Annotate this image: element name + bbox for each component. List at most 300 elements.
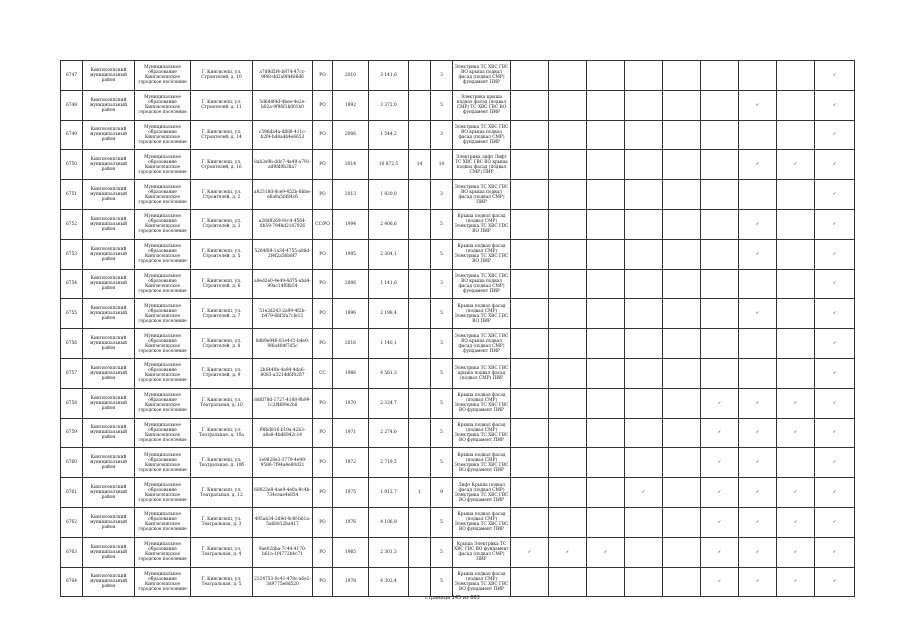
check-mark-icon: ✓ xyxy=(793,519,798,525)
check-cell-6 xyxy=(701,269,739,299)
row-number: 6763 xyxy=(61,537,83,567)
check-cell-3 xyxy=(587,507,625,537)
municipality-cell: Муниципальное образование Кингисеппское городское поселение xyxy=(135,299,191,329)
check-mark-icon: ✓ xyxy=(793,549,798,555)
check-cell-5 xyxy=(663,269,701,299)
count1-cell xyxy=(409,239,431,269)
count1-cell xyxy=(409,299,431,329)
guid-cell: 8d6f78d-1727-4188-9b99-1c2f4f89e2b8 xyxy=(253,388,313,418)
floors-cell: 3 xyxy=(431,329,453,359)
area-cell: 2 304,1 xyxy=(369,239,409,269)
works-list-cell: Электрика ТС ХВС ГВС ВО крыша подвал фасад (подвал СМР) фундамент ПИР xyxy=(453,61,511,91)
municipality-cell: Муниципальное образование Кингисеппское городское поселение xyxy=(135,329,191,359)
check-cell-9 xyxy=(815,507,855,537)
check-mark-icon: ✓ xyxy=(755,311,760,317)
floors-cell: 3 xyxy=(431,61,453,91)
check-mark-icon: ✓ xyxy=(527,549,532,555)
check-cell-6 xyxy=(701,239,739,269)
address-cell: Г. Кингисепп, ул. Театральная, д. 4 xyxy=(191,537,253,567)
check-cell-8 xyxy=(777,120,815,150)
check-cell-7 xyxy=(739,150,777,180)
check-cell-2 xyxy=(549,567,587,597)
year-cell: 1970 xyxy=(333,388,369,418)
wall-material-cell: РО xyxy=(313,478,333,508)
count1-cell xyxy=(409,567,431,597)
check-cell-2 xyxy=(549,269,587,299)
table-row xyxy=(61,61,855,91)
check-cell-7 xyxy=(739,537,777,567)
check-mark-icon: ✓ xyxy=(755,519,760,525)
check-mark-icon: ✓ xyxy=(793,579,798,585)
district-cell: Кингисеппский муниципальный район xyxy=(83,388,135,418)
municipality-cell: Муниципальное образование Кингисеппское городское поселение xyxy=(135,269,191,299)
check-mark-icon: ✓ xyxy=(755,400,760,406)
check-cell-8 xyxy=(777,209,815,239)
check-mark-icon: ✓ xyxy=(832,430,837,436)
page-footer: страница 145 из 663 xyxy=(425,595,480,601)
year-cell: 1965 xyxy=(333,537,369,567)
check-mark-icon: ✓ xyxy=(717,579,722,585)
check-cell-4 xyxy=(625,448,663,478)
check-cell-2 xyxy=(549,448,587,478)
check-cell-9 xyxy=(815,269,855,299)
district-cell: Кингисеппский муниципальный район xyxy=(83,90,135,120)
table-row xyxy=(61,388,855,418)
check-cell-6 xyxy=(701,120,739,150)
guid-cell: 68822e8-4ae9-4e0a-9c4b-734ceae4e854 xyxy=(253,478,313,508)
floors-cell: 5 xyxy=(431,567,453,597)
check-mark-icon: ✓ xyxy=(793,400,798,406)
check-cell-8 xyxy=(777,388,815,418)
district-cell: Кингисеппский муниципальный район xyxy=(83,120,135,150)
year-cell: 1975 xyxy=(333,478,369,508)
check-cell-8 xyxy=(777,239,815,269)
row-number: 6764 xyxy=(61,567,83,597)
municipality-cell: Муниципальное образование Кингисеппское городское поселение xyxy=(135,239,191,269)
address-cell: Г. Кингисепп, ул. Строителей, д. 3 xyxy=(191,209,253,239)
check-mark-icon: ✓ xyxy=(717,490,722,496)
check-cell-2 xyxy=(549,537,587,567)
check-cell-9 xyxy=(815,388,855,418)
area-cell: 2 198,4 xyxy=(369,299,409,329)
check-mark-icon: ✓ xyxy=(832,460,837,466)
check-cell-5 xyxy=(663,239,701,269)
wall-material-cell: РО xyxy=(313,150,333,180)
district-cell: Кингисеппский муниципальный район xyxy=(83,150,135,180)
check-cell-3 xyxy=(587,448,625,478)
check-cell-1 xyxy=(511,209,549,239)
check-cell-8 xyxy=(777,180,815,210)
check-cell-5 xyxy=(663,478,701,508)
works-list-cell: Крыша подвал фасад (подвал СМР) Электрика ТС ХВС ГВС ВО ПИР xyxy=(453,239,511,269)
district-cell: Кингисеппский муниципальный район xyxy=(83,61,135,91)
municipality-cell: Муниципальное образование Кингисеппское городское поселение xyxy=(135,567,191,597)
guid-cell: 2b6440b-4a94-4da6-8083-a3214d6f0287 xyxy=(253,358,313,388)
area-cell: 1 141,6 xyxy=(369,269,409,299)
check-mark-icon: ✓ xyxy=(755,251,760,257)
guid-cell: 9ae02dba-7c44-4170-b61a-1f4772b4c71 xyxy=(253,537,313,567)
area-cell: 1 920,0 xyxy=(369,180,409,210)
check-cell-5 xyxy=(663,418,701,448)
count1-cell xyxy=(409,269,431,299)
check-mark-icon: ✓ xyxy=(832,251,837,257)
check-mark-icon: ✓ xyxy=(717,549,722,555)
check-cell-6 xyxy=(701,418,739,448)
year-cell: 2016 xyxy=(333,329,369,359)
check-mark-icon: ✓ xyxy=(832,192,837,198)
check-cell-1 xyxy=(511,388,549,418)
municipality-cell: Муниципальное образование Кингисеппское городское поселение xyxy=(135,358,191,388)
municipality-cell: Муниципальное образование Кингисеппское городское поселение xyxy=(135,90,191,120)
check-cell-6 xyxy=(701,209,739,239)
check-cell-3 xyxy=(587,537,625,567)
year-cell: 1994 xyxy=(333,209,369,239)
check-cell-2 xyxy=(549,358,587,388)
check-mark-icon: ✓ xyxy=(832,549,837,555)
check-cell-1 xyxy=(511,299,549,329)
table-row xyxy=(61,150,855,180)
year-cell: 1996 xyxy=(333,299,369,329)
floors-cell: 5 xyxy=(431,358,453,388)
check-cell-1 xyxy=(511,329,549,359)
check-cell-2 xyxy=(549,120,587,150)
check-cell-4 xyxy=(625,90,663,120)
check-mark-icon: ✓ xyxy=(755,579,760,585)
check-cell-1 xyxy=(511,269,549,299)
check-mark-icon: ✓ xyxy=(832,400,837,406)
check-cell-1 xyxy=(511,358,549,388)
check-cell-3 xyxy=(587,61,625,91)
area-cell: 10 872,5 xyxy=(369,150,409,180)
table-row xyxy=(61,478,855,508)
check-cell-3 xyxy=(587,90,625,120)
check-cell-5 xyxy=(663,448,701,478)
guid-cell: 5264f89-1a34-4755-a88d-2f4f2a56b8f7 xyxy=(253,239,313,269)
works-list-cell: Крыша подвал фасад (подвал СМР) Электрика ТС ХВС ГВС ВО фундамент ПИР xyxy=(453,388,511,418)
check-cell-3 xyxy=(587,120,625,150)
count1-cell xyxy=(409,180,431,210)
area-cell: 1 544,2 xyxy=(369,120,409,150)
check-cell-4 xyxy=(625,120,663,150)
area-cell: 2 406,6 xyxy=(369,209,409,239)
guid-cell: 51e2d243-2a99-4f2b-b479-6fd5fa7cfe13 xyxy=(253,299,313,329)
check-cell-3 xyxy=(587,329,625,359)
row-number: 6752 xyxy=(61,209,83,239)
check-cell-8 xyxy=(777,299,815,329)
check-cell-6 xyxy=(701,507,739,537)
table-row xyxy=(61,358,855,388)
table-row xyxy=(61,120,855,150)
row-number: 6761 xyxy=(61,478,83,508)
register-sheet xyxy=(60,60,854,592)
check-cell-5 xyxy=(663,61,701,91)
count1-cell xyxy=(409,418,431,448)
year-cell: 2014 xyxy=(333,150,369,180)
check-cell-3 xyxy=(587,180,625,210)
row-number: 6757 xyxy=(61,358,83,388)
district-cell: Кингисеппский муниципальный район xyxy=(83,507,135,537)
table-row xyxy=(61,269,855,299)
district-cell: Кингисеппский муниципальный район xyxy=(83,180,135,210)
municipality-cell: Муниципальное образование Кингисеппское городское поселение xyxy=(135,418,191,448)
address-cell: Г. Кингисепп, ул. Театральная, д. 12 xyxy=(191,478,253,508)
housing-register-table xyxy=(60,60,855,597)
row-number: 6762 xyxy=(61,507,83,537)
district-cell: Кингисеппский муниципальный район xyxy=(83,418,135,448)
floors-cell: 5 xyxy=(431,239,453,269)
check-mark-icon: ✓ xyxy=(793,430,798,436)
check-mark-icon: ✓ xyxy=(832,370,837,376)
wall-material-cell: СС/РО xyxy=(313,209,333,239)
year-cell: 1976 xyxy=(333,507,369,537)
check-cell-6 xyxy=(701,567,739,597)
municipality-cell: Муниципальное образование Кингисеппское городское поселение xyxy=(135,61,191,91)
check-cell-4 xyxy=(625,507,663,537)
check-mark-icon: ✓ xyxy=(832,72,837,78)
floors-cell: 5 xyxy=(431,448,453,478)
address-cell: Г. Кингисепп, ул. Строителей, д. 6 xyxy=(191,269,253,299)
check-cell-8 xyxy=(777,329,815,359)
floors-cell: 3 xyxy=(431,120,453,150)
district-cell: Кингисеппский муниципальный район xyxy=(83,478,135,508)
check-cell-3 xyxy=(587,567,625,597)
wall-material-cell: СС xyxy=(313,358,333,388)
year-cell: 1971 xyxy=(333,418,369,448)
check-cell-4 xyxy=(625,567,663,597)
check-cell-8 xyxy=(777,90,815,120)
check-cell-5 xyxy=(663,507,701,537)
table-row xyxy=(61,448,855,478)
check-mark-icon: ✓ xyxy=(755,102,760,108)
district-cell: Кингисеппский муниципальный район xyxy=(83,329,135,359)
check-cell-9 xyxy=(815,448,855,478)
wall-material-cell: РО xyxy=(313,180,333,210)
check-cell-2 xyxy=(549,507,587,537)
count1-cell xyxy=(409,507,431,537)
check-cell-9 xyxy=(815,150,855,180)
count1-cell: 1 xyxy=(409,478,431,508)
table-body xyxy=(61,61,855,597)
year-cell: 2010 xyxy=(333,61,369,91)
check-cell-2 xyxy=(549,329,587,359)
check-cell-9 xyxy=(815,120,855,150)
check-cell-2 xyxy=(549,209,587,239)
municipality-cell: Муниципальное образование Кингисеппское городское поселение xyxy=(135,537,191,567)
address-cell: Г. Кингисепп, ул. Строителей, д. 16 xyxy=(191,150,253,180)
check-cell-8 xyxy=(777,448,815,478)
guid-cell: f9f6d816-b19a-42b3-a8a8-4bd6942c14 xyxy=(253,418,313,448)
area-cell: 1 140,1 xyxy=(369,329,409,359)
check-cell-4 xyxy=(625,180,663,210)
works-list-cell: Крыша подвал фасад (подвал СМР) Электрика ТС ХВС ГВС ВО фундамент ПИР xyxy=(453,567,511,597)
address-cell: Г. Кингисепп, ул. Строителей, д. 8 xyxy=(191,329,253,359)
check-cell-5 xyxy=(663,150,701,180)
floors-cell: 5 xyxy=(431,90,453,120)
row-number: 6750 xyxy=(61,150,83,180)
wall-material-cell: РО xyxy=(313,507,333,537)
check-cell-7 xyxy=(739,239,777,269)
wall-material-cell: РО xyxy=(313,120,333,150)
wall-material-cell: РО xyxy=(313,537,333,567)
check-cell-2 xyxy=(549,418,587,448)
year-cell: 2013 xyxy=(333,180,369,210)
municipality-cell: Муниципальное образование Кингисеппское городское поселение xyxy=(135,180,191,210)
row-number: 6747 xyxy=(61,61,83,91)
year-cell: 1972 xyxy=(333,448,369,478)
area-cell: 3 141,6 xyxy=(369,61,409,91)
check-cell-7 xyxy=(739,418,777,448)
check-mark-icon: ✓ xyxy=(755,221,760,227)
floors-cell: 10 xyxy=(431,150,453,180)
district-cell: Кингисеппский муниципальный район xyxy=(83,358,135,388)
check-cell-7 xyxy=(739,120,777,150)
check-mark-icon: ✓ xyxy=(755,549,760,555)
row-number: 6749 xyxy=(61,120,83,150)
check-cell-5 xyxy=(663,180,701,210)
area-cell: 2 274,6 xyxy=(369,418,409,448)
year-cell: 1995 xyxy=(333,239,369,269)
check-mark-icon: ✓ xyxy=(755,162,760,168)
municipality-cell: Муниципальное образование Кингисеппское городское поселение xyxy=(135,150,191,180)
check-cell-5 xyxy=(663,209,701,239)
check-cell-1 xyxy=(511,448,549,478)
check-cell-6 xyxy=(701,448,739,478)
check-mark-icon: ✓ xyxy=(832,221,837,227)
check-cell-8 xyxy=(777,61,815,91)
municipality-cell: Муниципальное образование Кингисеппское городское поселение xyxy=(135,478,191,508)
count1-cell xyxy=(409,358,431,388)
check-cell-5 xyxy=(663,299,701,329)
check-cell-6 xyxy=(701,299,739,329)
count1-cell xyxy=(409,209,431,239)
floors-cell: 5 xyxy=(431,209,453,239)
check-cell-2 xyxy=(549,388,587,418)
check-cell-6 xyxy=(701,61,739,91)
works-list-cell: Электрика ТС ХВС ГВС ВО крыша подвал фасад (подвал СМР) фундамент ПИР xyxy=(453,329,511,359)
year-cell: 1992 xyxy=(333,90,369,120)
check-cell-3 xyxy=(587,239,625,269)
row-number: 6754 xyxy=(61,269,83,299)
check-cell-1 xyxy=(511,150,549,180)
guid-cell: a28d8269-9cc4-4564-8b59-7948d2147926 xyxy=(253,209,313,239)
check-cell-6 xyxy=(701,537,739,567)
count1-cell: 14 xyxy=(409,150,431,180)
wall-material-cell: РО xyxy=(313,388,333,418)
year-cell: 1978 xyxy=(333,567,369,597)
check-cell-5 xyxy=(663,567,701,597)
check-cell-7 xyxy=(739,567,777,597)
row-number: 6758 xyxy=(61,388,83,418)
address-cell: Г. Кингисепп, ул. Строителей, д. 10 xyxy=(191,61,253,91)
check-cell-5 xyxy=(663,388,701,418)
works-list-cell: Крыша Электрика ТС ХВС ГВС ВО фундамент фасад (подвал СМР) ПИР xyxy=(453,537,511,567)
works-list-cell: Крыша подвал фасад (подвал СМР) Электрика ТС ХВС ГВС ВО фундамент ПИР xyxy=(453,507,511,537)
check-cell-3 xyxy=(587,478,625,508)
area-cell: 1 912,7 xyxy=(369,478,409,508)
row-number: 6753 xyxy=(61,239,83,269)
district-cell: Кингисеппский муниципальный район xyxy=(83,537,135,567)
check-cell-6 xyxy=(701,388,739,418)
check-cell-4 xyxy=(625,299,663,329)
check-mark-icon: ✓ xyxy=(832,341,837,347)
district-cell: Кингисеппский муниципальный район xyxy=(83,269,135,299)
check-cell-9 xyxy=(815,299,855,329)
floors-cell: 3 xyxy=(431,180,453,210)
check-cell-2 xyxy=(549,90,587,120)
district-cell: Кингисеппский муниципальный район xyxy=(83,239,135,269)
guid-cell: a82318d-8ce9-452b-8bbe-e6a9a56f84c6 xyxy=(253,180,313,210)
check-cell-1 xyxy=(511,90,549,120)
municipality-cell: Муниципальное образование Кингисеппское городское поселение xyxy=(135,448,191,478)
area-cell: 2 719,5 xyxy=(369,448,409,478)
check-cell-3 xyxy=(587,299,625,329)
check-cell-1 xyxy=(511,507,549,537)
check-cell-2 xyxy=(549,239,587,269)
works-list-cell: Электрика крыша подвал фасад (подвал СМР) ТС ХВС ГВС ВО фундамент ПИР xyxy=(453,90,511,120)
wall-material-cell: РО xyxy=(313,329,333,359)
year-cell: 1986 xyxy=(333,358,369,388)
count1-cell xyxy=(409,90,431,120)
check-cell-4 xyxy=(625,358,663,388)
works-list-cell: Электрика ТС ХВС ГВС ВО крыша подвал фасад (подвал СМР) ПИР xyxy=(453,180,511,210)
check-cell-1 xyxy=(511,120,549,150)
check-cell-5 xyxy=(663,329,701,359)
wall-material-cell: РО xyxy=(313,269,333,299)
check-cell-5 xyxy=(663,537,701,567)
row-number: 6756 xyxy=(61,329,83,359)
table-row xyxy=(61,418,855,448)
wall-material-cell: РО xyxy=(313,418,333,448)
table-row xyxy=(61,90,855,120)
check-cell-6 xyxy=(701,329,739,359)
check-cell-8 xyxy=(777,567,815,597)
count1-cell xyxy=(409,61,431,91)
check-mark-icon: ✓ xyxy=(832,281,837,287)
check-cell-4 xyxy=(625,418,663,448)
count1-cell xyxy=(409,448,431,478)
check-mark-icon: ✓ xyxy=(832,162,837,168)
table-row xyxy=(61,329,855,359)
check-cell-1 xyxy=(511,567,549,597)
address-cell: Г. Кингисепп, ул. Строителей, д. 2 xyxy=(191,180,253,210)
guid-cell: 1e9828e3-3779-4e99-9586-7f94a4e80d31 xyxy=(253,448,313,478)
check-cell-8 xyxy=(777,507,815,537)
check-mark-icon: ✓ xyxy=(755,490,760,496)
works-list-cell: Электрика лифт Лифт ТС ХВС ГВС ВО крыша подвал фасад (подвал СМР) ПИР xyxy=(453,150,511,180)
table-row xyxy=(61,180,855,210)
check-mark-icon: ✓ xyxy=(832,102,837,108)
floors-cell: 3 xyxy=(431,269,453,299)
table-row xyxy=(61,299,855,329)
check-cell-9 xyxy=(815,329,855,359)
guid-cell: 5d6d4f4d-4bee-4e2e-b82a-9f96f1bd01b0 xyxy=(253,90,313,120)
check-cell-1 xyxy=(511,239,549,269)
check-cell-6 xyxy=(701,358,739,388)
floors-cell: 5 xyxy=(431,299,453,329)
row-number: 6751 xyxy=(61,180,83,210)
check-cell-9 xyxy=(815,209,855,239)
check-mark-icon: ✓ xyxy=(793,162,798,168)
check-cell-2 xyxy=(549,150,587,180)
wall-material-cell: РО xyxy=(313,239,333,269)
check-mark-icon: ✓ xyxy=(832,519,837,525)
check-cell-3 xyxy=(587,269,625,299)
check-cell-4 xyxy=(625,269,663,299)
municipality-cell: Муниципальное образование Кингисеппское городское поселение xyxy=(135,507,191,537)
wall-material-cell: РО xyxy=(313,90,333,120)
check-cell-7 xyxy=(739,448,777,478)
check-mark-icon: ✓ xyxy=(641,490,646,496)
